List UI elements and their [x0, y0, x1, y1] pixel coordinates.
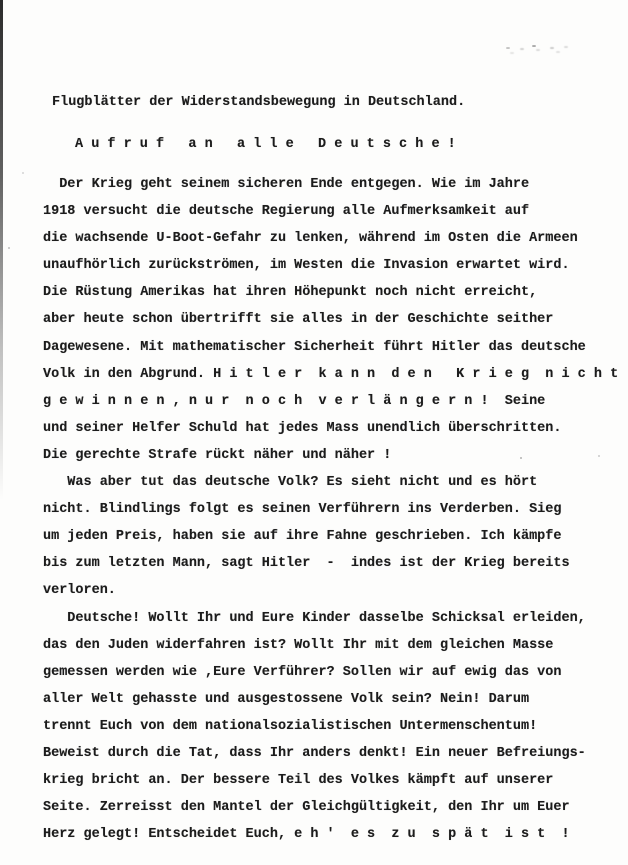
text-line: Herz gelegt! Entscheidet Euch, e h ' e s z u s p ä t i s t ! [43, 827, 570, 843]
text-line: Dagewesene. Mit mathematischer Sicherheit führt Hitler das deutsche [43, 339, 586, 355]
document-body [43, 171, 618, 848]
text-line: 1918 versucht die deutsche Regierung alle Aufmerksamkeit auf [43, 204, 530, 220]
text-line: aller Welt gehasste und ausgestossene Volk sein? Nein! Darum [43, 691, 530, 707]
text-line: trennt Euch von dem nationalsozialistischen Untermenschentum! [43, 718, 538, 734]
text-line: um jeden Preis, haben sie auf ihre Fahne geschrieben. Ich kämpfe [43, 529, 562, 545]
text-line: unaufhörlich zurückströmen, im Westen die Invasion erwartet wird. [43, 258, 570, 274]
text-line: verloren. [43, 583, 116, 599]
text-line: aber heute schon übertrifft sie alles in der Geschichte seither [43, 312, 554, 328]
text-line: und seiner Helfer Schuld hat jedes Mass unendlich überschritten. [43, 420, 562, 436]
text-line: Was aber tut das deutsche Volk? Es sieht nicht und es hört [43, 475, 538, 491]
text-line: Deutsche! Wollt Ihr und Eure Kinder dasselbe Schicksal erleiden, [43, 610, 586, 626]
text-line: Der Krieg geht seinem sicheren Ende entgegen. Wie im Jahre [43, 177, 530, 192]
text-line: Die gerechte Strafe rückt näher und näher ! [43, 447, 392, 463]
text-line: nicht. Blindlings folgt es seinen Verführern ins Verderben. Sieg [43, 502, 562, 518]
text-line: das den Juden widerfahren ist? Wollt Ihr mit dem gleichen Masse [43, 637, 554, 653]
text-line: Beweist durch die Tat, dass Ihr anders denkt! Ein neuer Befreiungs- [43, 745, 586, 761]
scan-edge-artifact [0, 0, 3, 500]
text-line: Volk in den Abgrund. H i t l e r k a n n d e n K r i e g n i c h t [43, 366, 619, 382]
text-line: die wachsende U-Boot-Gefahr zu lenken, während im Osten die Armeen [43, 231, 578, 247]
text-line: krieg bricht an. Der bessere Teil des Volkes kämpft auf unserer [43, 773, 554, 789]
paper-specks [0, 0, 1, 1]
text-line: Seite. Zerreisst den Mantel der Gleichgültigkeit, den Ihr um Euer [43, 800, 570, 816]
text-line: Die Rüstung Amerikas hat ihren Höhepunkt noch nicht erreicht, [43, 285, 538, 301]
text-line: bis zum letzten Mann, sagt Hitler - indes ist der Krieg bereits [43, 556, 570, 572]
text-line: g e w i n n e n , n u r n o c h v e r l ä n g e r n ! Seine [43, 393, 546, 409]
document-title: Flugblätter der Widerstandsbewegung in Deutschland. [52, 95, 466, 110]
document-heading: A u f r u f a n a l l e D e u t s c h e ! [75, 137, 456, 152]
text-line: gemessen werden wie ,Eure Verführer? Sollen wir auf ewig das von [43, 664, 562, 680]
pencil-smudge [500, 42, 580, 58]
